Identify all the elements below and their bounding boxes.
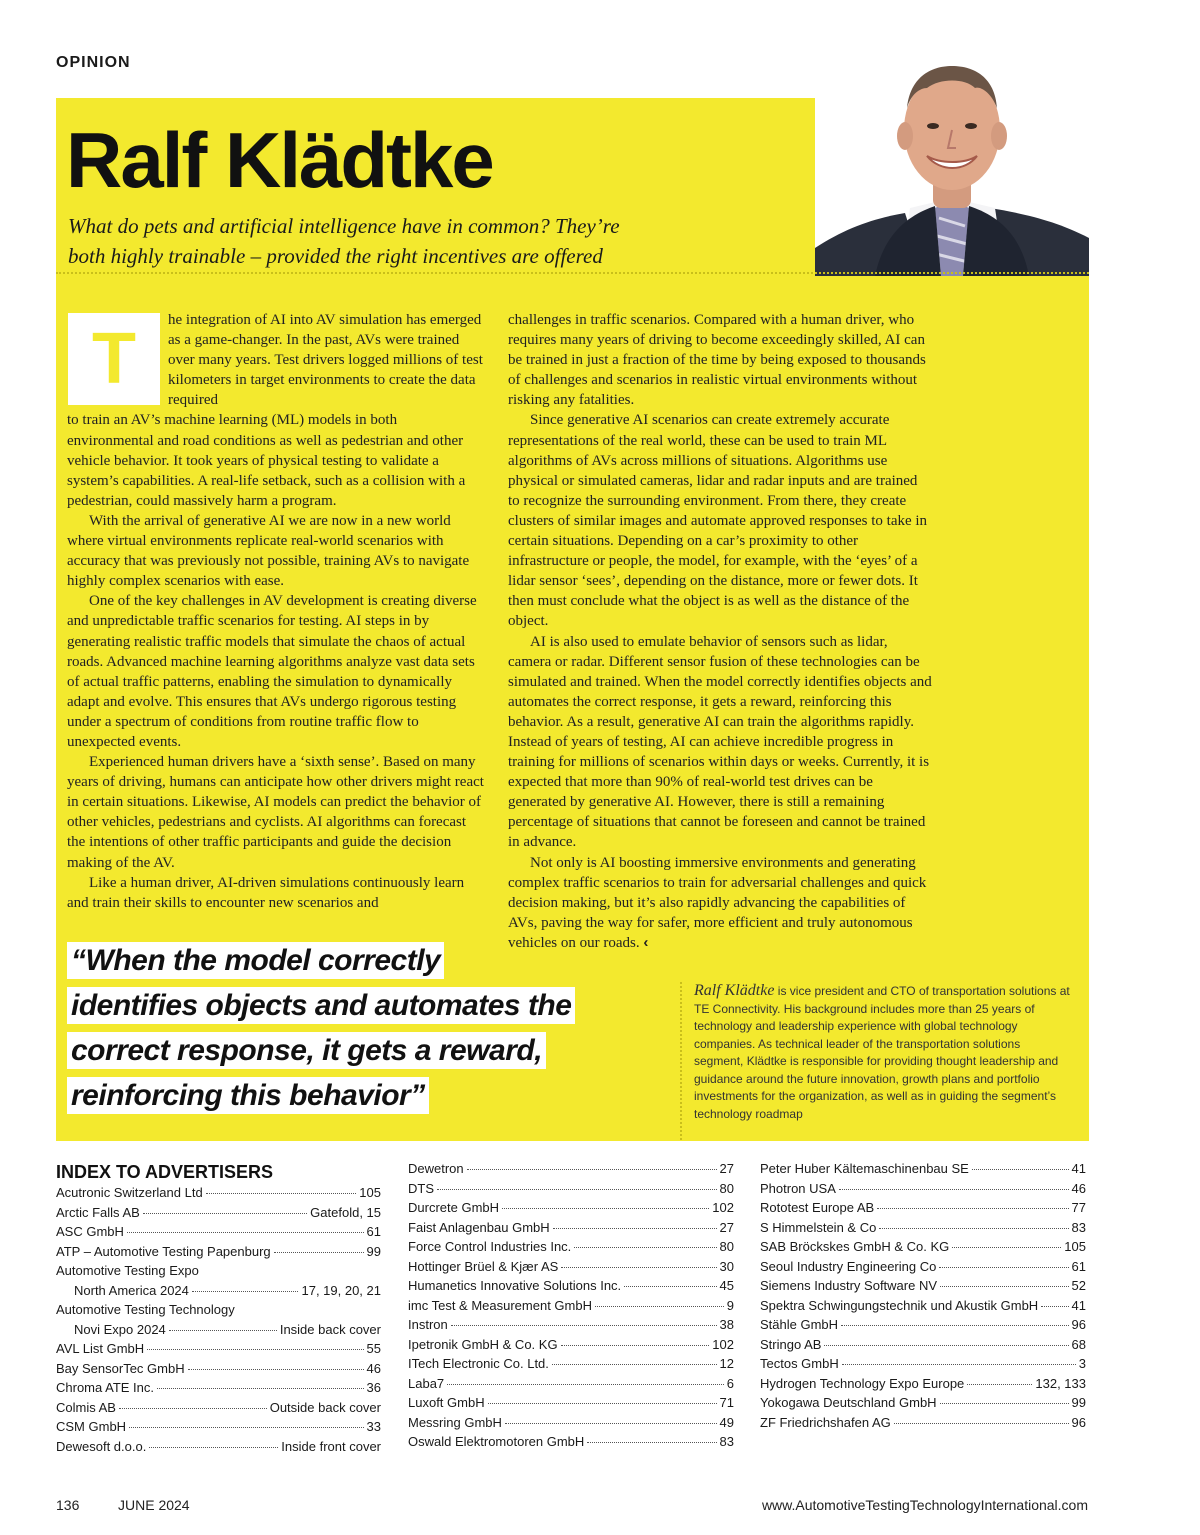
- advertiser-page: 41: [1071, 1297, 1086, 1313]
- leader-dots: [447, 1384, 724, 1385]
- advertiser-entry: [408, 1259, 734, 1279]
- page-number: 136: [56, 1497, 80, 1513]
- leader-dots: [824, 1345, 1068, 1346]
- advertiser-page: 36: [366, 1380, 381, 1395]
- article-paragraph: he integration of AI into AV simulation has emerged as a game-changer. In the past, AVs were trained over many years. Test drivers logged millions of test kilometers in target environments to create the data required: [168, 312, 483, 409]
- advertiser-entry: [408, 1317, 734, 1337]
- advertiser-page: 83: [1071, 1219, 1086, 1235]
- advertiser-entry: [760, 1259, 1086, 1279]
- advertiser-page: 27: [719, 1219, 734, 1235]
- advertiser-page: 80: [719, 1180, 734, 1196]
- bio-text: is vice president and CTO of transportation solutions at TE Connectivity. His background includes more than 25 years of technology and leadership experience with global technology companies. As technical leader of the transportation solutions segment, Klädtke is responsible for providing thought leadership and guidance around the future innovation, growth plans and portfolio investments for the organization, as well as in guiding the segment’s technology roadmap: [694, 984, 1070, 1121]
- advertiser-name: Durcrete GmbH: [408, 1200, 500, 1215]
- leader-dots: [877, 1208, 1068, 1209]
- advertiser-page: 71: [719, 1395, 734, 1410]
- advertiser-name: ATP – Automotive Testing Papenburg: [56, 1243, 271, 1259]
- pull-quote-line: correct response, it gets a reward,: [67, 1032, 546, 1069]
- advertiser-page: Inside back cover: [279, 1321, 381, 1337]
- leader-dots: [502, 1208, 709, 1209]
- advertiser-entry: [408, 1239, 734, 1259]
- advertiser-page: Outside back cover: [269, 1399, 381, 1415]
- article-paragraph: to train an AV’s machine learning (ML) models in both environmental and road conditions as well as pedestrian and other vehicle behavior. It took years of physical testing to validate a system’s capabilities. A real-life setback, such as a collision with a pedestrian, could massively harm a program.: [67, 412, 466, 509]
- leader-dots: [149, 1447, 278, 1448]
- advertiser-entry: [760, 1415, 1086, 1435]
- advertiser-entry: [760, 1200, 1086, 1220]
- article-column-1: [67, 310, 487, 913]
- leader-dots: [561, 1345, 710, 1346]
- advertiser-name: ASC GmbH: [56, 1224, 124, 1239]
- advertiser-entry: [760, 1239, 1086, 1259]
- advertiser-entry: [760, 1278, 1086, 1298]
- advertiser-name: Instron: [408, 1317, 448, 1332]
- leader-dots: [451, 1325, 717, 1326]
- leader-dots: [206, 1193, 357, 1194]
- index-title: INDEX TO ADVERTISERS: [56, 1162, 274, 1182]
- article-column-2: [508, 310, 932, 953]
- advertiser-name: SAB Bröckskes GmbH & Co. KG: [760, 1239, 950, 1254]
- advertiser-entry: [760, 1317, 1086, 1337]
- advertiser-name: Rototest Europe AB: [760, 1200, 875, 1215]
- advertiser-entry: [760, 1181, 1086, 1201]
- advertiser-name: Arctic Falls AB: [56, 1204, 140, 1220]
- advertiser-entry: [56, 1419, 381, 1439]
- leader-dots: [157, 1388, 364, 1389]
- pull-quote-line: identifies objects and automates the: [67, 987, 575, 1024]
- standfirst: [68, 211, 728, 271]
- advertiser-entry: [408, 1181, 734, 1201]
- article-paragraph: Like a human driver, AI-driven simulations continuously learn and train their skills to encounter new scenarios and: [67, 874, 465, 911]
- author-photo: [815, 48, 1089, 276]
- leader-dots: [274, 1252, 364, 1253]
- website-link[interactable]: www.AutomotiveTestingTechnologyInternational.com: [761, 1497, 1088, 1513]
- leader-dots: [939, 1267, 1068, 1268]
- issue-date: JUNE 2024: [118, 1497, 190, 1513]
- advertiser-page: 27: [719, 1161, 734, 1176]
- leader-dots: [119, 1408, 267, 1409]
- author-bio: [680, 982, 1070, 1140]
- advertiser-name: Automotive Testing Expo: [56, 1263, 199, 1278]
- advertiser-name: North America 2024: [74, 1282, 189, 1298]
- leader-dots: [595, 1306, 724, 1307]
- advertiser-name: Bay SensorTec GmbH: [56, 1360, 185, 1376]
- advertiser-name: Force Control Industries Inc.: [408, 1239, 572, 1254]
- advertiser-name: Hottinger Brüel & Kjær AS: [408, 1258, 559, 1274]
- header-divider: [56, 272, 1089, 274]
- advertiser-page: 99: [1071, 1395, 1086, 1410]
- advertiser-entry: [56, 1341, 381, 1361]
- pull-quote: [67, 938, 627, 1118]
- leader-dots: [553, 1228, 717, 1229]
- section-label: OPINION: [56, 54, 131, 71]
- leader-dots: [143, 1213, 307, 1214]
- advertiser-name: Photron USA: [760, 1180, 836, 1196]
- advertiser-name: Hydrogen Technology Expo Europe: [760, 1375, 965, 1391]
- advertiser-name: imc Test & Measurement GmbH: [408, 1297, 592, 1313]
- advertiser-page: 96: [1071, 1414, 1086, 1430]
- advertiser-name: Humanetics Innovative Solutions Inc.: [408, 1278, 622, 1293]
- article-paragraph: One of the key challenges in AV development is creating diverse and unpredictable traffic scenarios for testing. AI steps in by generating realistic traffic models that simulate the chaos of actual roads. Advanced machine learning algorithms analyze vast data sets of actual traffic patterns, enabling the simulation to dynamically adapt and evolve. This ensures that AVs undergo rigorous testing under a spectrum of conditions from routine traffic flow to unexpected events.: [67, 593, 477, 750]
- advertiser-name: Dewetron: [408, 1161, 464, 1176]
- advertiser-entry: [56, 1205, 381, 1225]
- advertiser-name: Automotive Testing Technology: [56, 1302, 235, 1317]
- leader-dots: [879, 1228, 1068, 1229]
- advertiser-name: Messring GmbH: [408, 1414, 502, 1430]
- advertiser-entry: [760, 1220, 1086, 1240]
- advertiser-page: 61: [1071, 1258, 1086, 1274]
- leader-dots: [488, 1403, 717, 1404]
- advertiser-page: 6: [726, 1375, 734, 1391]
- advertiser-entry: [760, 1161, 1086, 1181]
- leader-dots: [505, 1423, 717, 1424]
- leader-dots: [894, 1423, 1069, 1424]
- advertiser-page: 55: [366, 1341, 381, 1356]
- standfirst-line: What do pets and artificial intelligence have in common? They’re: [68, 214, 620, 238]
- advertiser-page: 46: [366, 1360, 381, 1376]
- advertiser-name: Acutronic Switzerland Ltd: [56, 1185, 203, 1200]
- advertiser-page: 9: [726, 1297, 734, 1313]
- article-paragraph: With the arrival of generative AI we are now in a new world where virtual environments replicate real-world scenarios with accuracy that was previously not possible, training AVs to navigate highly complex scenarios with ease.: [67, 512, 470, 590]
- advertiser-page: Inside front cover: [281, 1438, 381, 1454]
- author-portrait-image: [815, 48, 1089, 276]
- leader-dots: [967, 1384, 1032, 1385]
- advertiser-name: ZF Friedrichshafen AG: [760, 1414, 891, 1430]
- advertiser-entry: [760, 1337, 1086, 1357]
- advertiser-entry: [56, 1263, 381, 1283]
- pull-quote-line: reinforcing this behavior”: [67, 1077, 429, 1114]
- advertiser-entry: [56, 1400, 381, 1420]
- advertiser-page: Gatefold, 15: [310, 1204, 381, 1220]
- advertiser-page: 132, 133: [1035, 1375, 1086, 1391]
- advertiser-page: 3: [1078, 1356, 1086, 1371]
- advertiser-name: Yokogawa Deutschland GmbH: [760, 1395, 937, 1410]
- advertiser-entry: [408, 1415, 734, 1435]
- advertiser-name: Stähle GmbH: [760, 1317, 839, 1332]
- advertiser-page: 49: [719, 1414, 734, 1430]
- leader-dots: [952, 1247, 1061, 1248]
- advertiser-entry: [408, 1337, 734, 1357]
- advertiser-page: 80: [719, 1239, 734, 1254]
- leader-dots: [561, 1267, 716, 1268]
- leader-dots: [467, 1169, 717, 1170]
- advertiser-name: Novi Expo 2024: [74, 1321, 166, 1337]
- standfirst-line: both highly trainable – provided the right incentives are offered: [68, 244, 603, 268]
- advertiser-entry: [56, 1361, 381, 1381]
- advertiser-page: 83: [719, 1434, 734, 1449]
- index-column-2: [408, 1161, 734, 1454]
- advertiser-entry: [56, 1302, 381, 1322]
- advertiser-entry: [408, 1395, 734, 1415]
- leader-dots: [574, 1247, 716, 1248]
- article-paragraph: Experienced human drivers have a ‘sixth sense’. Based on many years of driving, humans can anticipate how other drivers might react in certain situations. Likewise, AI models can predict the behavior of other vehicles, pedestrians and cyclists. AI algorithms can forecast the intentions of other traffic participants and guide the decision making of the AV.: [67, 754, 484, 871]
- advertiser-name: Seoul Industry Engineering Co: [760, 1258, 937, 1274]
- advertiser-name: CSM GmbH: [56, 1419, 127, 1434]
- leader-dots: [972, 1169, 1069, 1170]
- leader-dots: [624, 1286, 716, 1287]
- advertiser-name: DTS: [408, 1180, 434, 1196]
- advertiser-name: Laba7: [408, 1375, 445, 1391]
- leader-dots: [552, 1364, 717, 1365]
- advertiser-entry: [408, 1376, 734, 1396]
- leader-dots: [587, 1442, 716, 1443]
- advertiser-entry: [56, 1244, 381, 1264]
- advertiser-name: Chroma ATE Inc.: [56, 1380, 155, 1395]
- advertiser-entry: [760, 1395, 1086, 1415]
- advertiser-name: Spektra Schwingungstechnik und Akustik GmbH: [760, 1297, 1039, 1313]
- leader-dots: [127, 1232, 364, 1233]
- leader-dots: [437, 1189, 717, 1190]
- bio-author-name: Ralf Klädtke: [694, 982, 775, 999]
- advertiser-page: 105: [1064, 1239, 1086, 1254]
- advertiser-name: Oswald Elektromotoren GmbH: [408, 1434, 585, 1449]
- advertiser-entry: [408, 1220, 734, 1240]
- end-mark-icon: ‹: [643, 933, 649, 951]
- leader-dots: [842, 1364, 1076, 1365]
- advertiser-entry: [760, 1356, 1086, 1376]
- article-paragraph: challenges in traffic scenarios. Compared with a human driver, who requires many years of driving to become exceedingly skilled, AI can be trained in just a fraction of the time by being exposed to thousands of challenges and scenarios in realistic virtual environments without risking any fatalities.: [508, 312, 926, 409]
- leader-dots: [188, 1369, 364, 1370]
- advertiser-name: Siemens Industry Software NV: [760, 1278, 938, 1293]
- drop-cap: T: [68, 313, 160, 405]
- advertiser-entry: [408, 1161, 734, 1181]
- leader-dots: [940, 1403, 1069, 1404]
- advertiser-page: 68: [1071, 1336, 1086, 1352]
- advertiser-entry: [56, 1185, 381, 1205]
- advertiser-page: 46: [1071, 1180, 1086, 1196]
- advertiser-page: 105: [359, 1185, 381, 1200]
- author-name: Ralf Klädtke: [66, 116, 493, 204]
- advertiser-page: 102: [712, 1336, 734, 1352]
- index-column-3: [760, 1161, 1086, 1434]
- advertiser-page: 12: [719, 1356, 734, 1371]
- advertiser-entry: [56, 1283, 381, 1303]
- advertiser-page: 52: [1071, 1278, 1086, 1293]
- advertiser-entry: [408, 1298, 734, 1318]
- article-paragraph: AI is also used to emulate behavior of sensors such as lidar, camera or radar. Different sensor fusion of these technologies can be simulated and trained. When the model correctly identifies objects and automates the correct response, it gets a reward, reinforcing this behavior. As a result, generative AI can train the algorithms rapidly. Instead of years of testing, AI can achieve incredible progress in training for millions of scenarios within days or weeks. Currently, it is expected that more than 90% of real-world test drives can be generated by generative AI. However, there is still a remaining percentage of situations that cannot be foreseen and cannot be trained in advance.: [508, 633, 932, 851]
- advertiser-name: Stringo AB: [760, 1336, 822, 1352]
- advertiser-entry: [760, 1376, 1086, 1396]
- advertiser-name: Ipetronik GmbH & Co. KG: [408, 1336, 558, 1352]
- article-paragraph: Since generative AI scenarios can create extremely accurate representations of the real world, these can be used to train ML algorithms of AVs across millions of situations. Algorithms use physical or simulated cameras, lidar and radar inputs and are trained to recognize the surrounding environment. From there, they create clusters of similar images and automate approved responses to take in certain situations. Depending on a car’s proximity to other infrastructure or people, the model, for example, with the ‘eyes’ of a lidar sensor ‘sees’, depending on the distance, more or fewer dots. It then must conclude what the object is as well as the distance of the object.: [508, 412, 928, 630]
- advertiser-page: 102: [712, 1200, 734, 1215]
- advertiser-page: 17, 19, 20, 21: [301, 1282, 381, 1298]
- advertiser-entry: [56, 1380, 381, 1400]
- advertiser-page: 45: [719, 1278, 734, 1293]
- advertiser-name: Colmis AB: [56, 1399, 116, 1415]
- article-paragraph-text: Not only is AI boosting immersive environments and generating complex traffic scenarios to train for adversarial challenges and quick decision making, but it’s also rapidly advancing the capabilities of AVs, paving the way for safer, more efficient and truly autonomous vehicles on our roads.: [508, 854, 927, 951]
- leader-dots: [1041, 1306, 1068, 1307]
- advertiser-page: 96: [1071, 1317, 1086, 1332]
- advertiser-name: S Himmelstein & Co: [760, 1219, 877, 1235]
- advertiser-entry: [408, 1278, 734, 1298]
- leader-dots: [841, 1325, 1068, 1326]
- advertiser-entry: [408, 1356, 734, 1376]
- advertiser-page: 41: [1071, 1161, 1086, 1176]
- advertiser-page: 38: [719, 1317, 734, 1332]
- advertiser-page: 61: [366, 1224, 381, 1239]
- advertiser-name: Dewesoft d.o.o.: [56, 1438, 147, 1454]
- leader-dots: [839, 1189, 1069, 1190]
- advertiser-entry: [56, 1322, 381, 1342]
- advertiser-name: ITech Electronic Co. Ltd.: [408, 1356, 549, 1371]
- leader-dots: [192, 1291, 299, 1292]
- advertiser-entry: [56, 1224, 381, 1244]
- advertiser-entry: [760, 1298, 1086, 1318]
- advertiser-entry: [408, 1434, 734, 1454]
- advertiser-page: 30: [719, 1258, 734, 1274]
- advertiser-page: 77: [1071, 1200, 1086, 1215]
- advertiser-entry: [56, 1439, 381, 1459]
- advertiser-name: Luxoft GmbH: [408, 1395, 485, 1410]
- advertiser-name: Faist Anlagenbau GmbH: [408, 1219, 550, 1235]
- leader-dots: [169, 1330, 277, 1331]
- pull-quote-line: “When the model correctly: [67, 942, 444, 979]
- advertiser-name: Peter Huber Kältemaschinenbau SE: [760, 1161, 969, 1176]
- leader-dots: [129, 1427, 363, 1428]
- advertiser-page: 99: [366, 1243, 381, 1259]
- advertiser-entry: [408, 1200, 734, 1220]
- leader-dots: [940, 1286, 1069, 1287]
- advertiser-name: Tectos GmbH: [760, 1356, 839, 1371]
- advertiser-name: AVL List GmbH: [56, 1341, 145, 1356]
- advertiser-page: 33: [366, 1419, 381, 1434]
- index-column-1: [56, 1185, 381, 1458]
- leader-dots: [147, 1349, 363, 1350]
